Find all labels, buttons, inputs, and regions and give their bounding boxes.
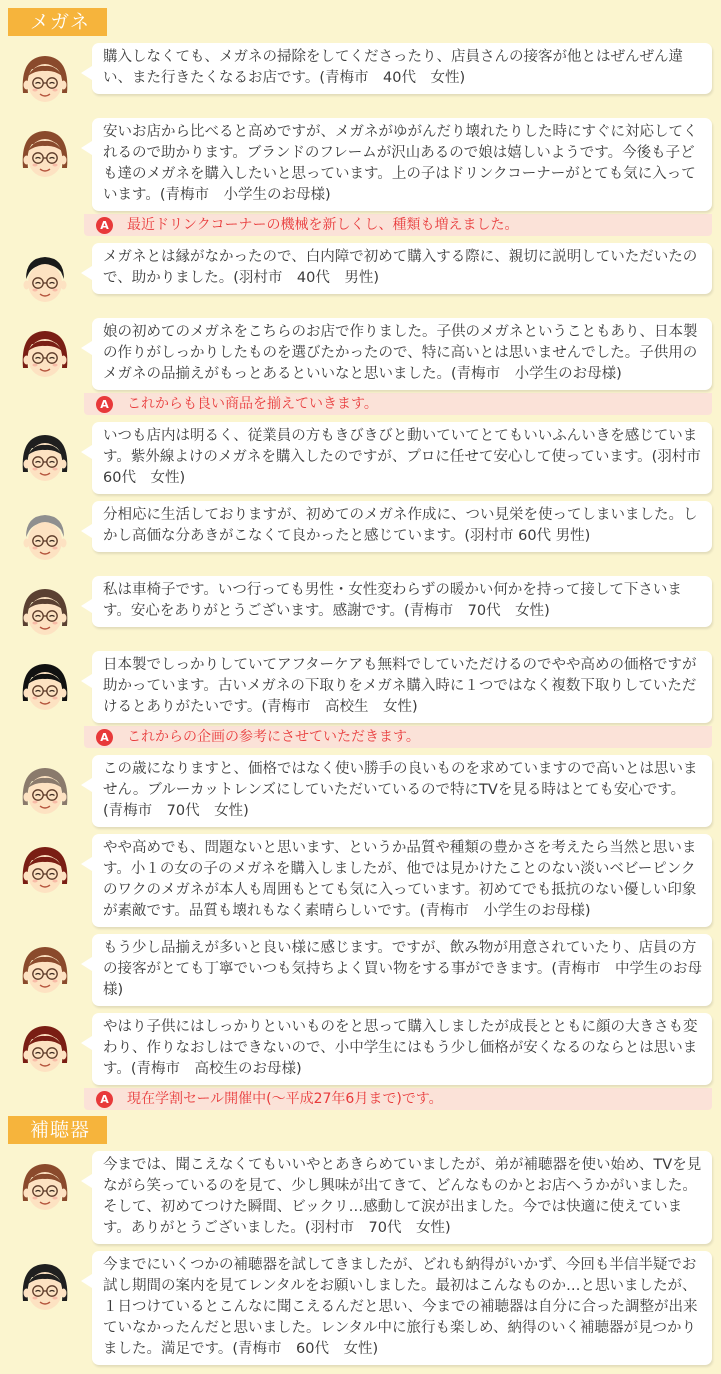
comment-bubble: もう少し品揃えが多いと良い様に感じます。ですが、飲み物が用意されていたり、店員の方の接客がとても丁寧でいつも気持ちよく買い物をする事ができます。(青梅市 中学生のお母様): [92, 934, 712, 1006]
testimonial-entry: [0, 934, 721, 1006]
comment-bubble: 娘の初めてのメガネをこちらのお店で作りました。子供のメガネということもあり、日本製の作りがしっかりしたものを選びたかったので、特に高いとは思いませんでした。子供用のメガネの品揃えがもっとあるといいなと思いました。(青梅市 小学生のお母様): [92, 318, 712, 390]
testimonial-body: [92, 576, 712, 627]
testimonial-body: [92, 1151, 712, 1244]
comment-bubble: やや高めでも、問題ないと思います、というか品質や種類の豊かさを考えたら当然と思います。小１の女の子のメガネを購入しましたが、他では見かけたことのない淡いベビーピンクのワクのメガネが本人も周囲もとても気に入っています。初めてでも抵抗のない優しい印象が素敵です。品質も壊れもなく素晴らしいです。(青梅市 小学生のお母様): [92, 834, 712, 927]
section-title: メガネ: [8, 8, 107, 36]
testimonial-entry: [0, 576, 721, 644]
woman-red-icon: [14, 324, 76, 386]
reply-text: 現在学割セール開催中(～平成27年6月まで)です。: [127, 1091, 443, 1107]
answer-a-icon: A: [96, 217, 113, 234]
comment-bubble: いつも店内は明るく、従業員の方もきびきびと動いていてとてもいいふんいきを感じています。紫外線よけのメガネを購入したのですが、プロに任せて安心して使っています。(羽村市 60代 女性): [92, 422, 712, 494]
testimonial-body: [92, 118, 712, 236]
woman-black-icon: [14, 428, 76, 490]
comment-bubble: 私は車椅子です。いつ行っても男性・女性変わらずの暖かい何かを持って接して下さいます。安心をありがとうございます。感謝です。(青梅市 70代 女性): [92, 576, 712, 627]
testimonial-entry: [0, 43, 721, 111]
store-reply: [84, 1088, 712, 1110]
testimonial-body: [92, 43, 712, 94]
testimonial-entry: [0, 422, 721, 494]
store-reply: [84, 393, 712, 415]
store-reply: [84, 214, 712, 236]
testimonial-body: [92, 755, 712, 827]
comment-bubble: 今までは、聞こえなくてもいいやとあきらめていましたが、弟が補聴器を使い始め、TVを見ながら笑っているのを見て、少し興味が出てきて、どんなものかとお店へうかがいました。そして、初めてつけた瞬間、ビックリ…感動して涙が出ました。今では快適に使えています。ありがとうございました。(羽村市 70代 女性): [92, 1151, 712, 1244]
comment-bubble: メガネとは縁がなかったので、白内障で初めて購入する際に、親切に説明していただいたので、助かりました。(羽村市 40代 男性): [92, 243, 712, 294]
woman-black-icon: [14, 1257, 76, 1319]
testimonial-entry: [0, 651, 721, 748]
comment-bubble: 安いお店から比べると高めですが、メガネがゆがんだり壊れたりした時にすぐに対応してくれるので助かります。ブランドのフレームが沢山あるので娘は嬉しいようです。今後も子ども達のメガネを購入したいと思っています。上の子はドリンクコーナーがとても気に入っています。(青梅市 小学生のお母様): [92, 118, 712, 211]
testimonial-entry: [0, 834, 721, 927]
store-reply: [84, 726, 712, 748]
testimonial-body: [92, 422, 716, 494]
woman-brown-icon: [14, 1157, 76, 1219]
testimonial-entry: [0, 1151, 721, 1244]
answer-a-icon: A: [96, 1091, 113, 1108]
testimonial-body: [92, 1251, 712, 1365]
man-black-icon: [14, 249, 76, 311]
comment-bubble: 購入しなくても、メガネの掃除をしてくださったり、店員さんの接客が他とはぜんぜん違い、また行きたくなるお店です。(青梅市 40代 女性): [92, 43, 712, 94]
testimonial-body: [92, 318, 712, 415]
testimonial-body: [92, 1013, 712, 1110]
testimonial-body: [92, 501, 712, 552]
testimonial-body: [92, 651, 712, 748]
testimonial-entry: [0, 755, 721, 827]
reply-text: これからも良い商品を揃えていきます。: [127, 396, 378, 412]
comment-bubble: この歳になりますと、価格ではなく使い勝手の良いものを求めていますので高いとは思いません。ブルーカットレンズにしていただいているので特にTVを見る時はとても安心です。(青梅市 70代 女性): [92, 755, 712, 827]
comment-bubble: 今までにいくつかの補聴器を試してきましたが、どれも納得がいかず、今回も半信半疑でお試し期間の案内を見てレンタルをお願いしました。最初はこんなものか…と思いましたが、１日つけているとこんなに聞こえるんだと思い、今までの補聴器は自分に合った調整が出来ていなかったんだと思いました。レンタル中に旅行も楽しめ、納得のいく補聴器が見つかりました。満足です。(青梅市 60代 女性): [92, 1251, 712, 1365]
section-gap: [0, 1110, 721, 1116]
testimonial-entry: [0, 318, 721, 415]
woman-red-icon: [14, 840, 76, 902]
comment-bubble: 日本製でしっかりしていてアフターケアも無料でしていただけるのでやや高めの価格ですが助かっています。古いメガネの下取りをメガネ購入時に１つではなく複数下取りしていただけるとありがたいです。(青梅市 高校生 女性): [92, 651, 712, 723]
reply-text: これからの企画の参考にさせていただきます。: [127, 729, 420, 745]
woman-brown-icon: [14, 940, 76, 1002]
girl-black-icon: [14, 657, 76, 719]
reply-text: 最近ドリンクコーナーの機械を新しくし、種類も増えました。: [127, 217, 519, 233]
testimonial-entry: [0, 118, 721, 236]
woman-brown-icon: [14, 49, 76, 111]
testimonial-entry: [0, 1251, 721, 1365]
testimonial-body: [92, 834, 712, 927]
section-title: 補聴器: [8, 1116, 107, 1144]
testimonial-body: [92, 243, 712, 294]
testimonial-entry: [0, 243, 721, 311]
testimonial-body: [92, 934, 712, 1006]
comment-bubble: やはり子供にはしっかりといいものをと思って購入しましたが成長とともに顔の大きさも変わり、作りなおしはできないので、小中学生にはもう少し価格が安くなるのならとは思います。(青梅市 高校生のお母様): [92, 1013, 712, 1085]
testimonial-entry: [0, 1013, 721, 1110]
answer-a-icon: A: [96, 729, 113, 746]
comment-bubble: 分相応に生活しておりますが、初めてのメガネ作成に、つい見栄を使ってしまいました。しかし高価な分あきがこなくて良かったと感じています。(羽村市 60代 男性): [92, 501, 712, 552]
woman-brown-icon: [14, 124, 76, 186]
woman-red-icon: [14, 1019, 76, 1081]
woman-grey-icon: [14, 761, 76, 823]
testimonial-entry: [0, 501, 721, 569]
man-grey-icon: [14, 507, 76, 569]
answer-a-icon: A: [96, 396, 113, 413]
woman-dark-icon: [14, 582, 76, 644]
